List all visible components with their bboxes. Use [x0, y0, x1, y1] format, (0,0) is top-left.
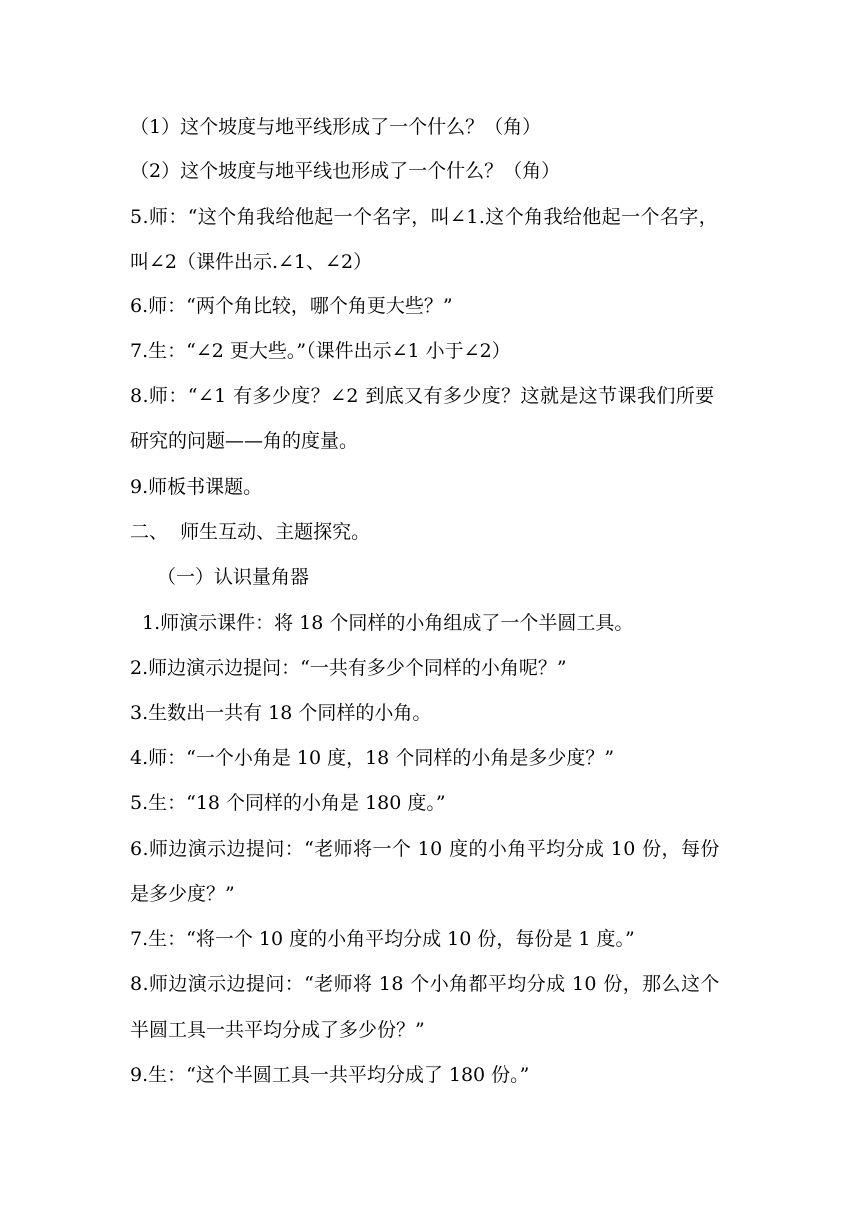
section-heading-2: 二、 师生互动、主题探究。 — [130, 521, 371, 543]
text-line-sub-item-7: 7.生：“将一个 10 度的小角平均分成 10 份，每份是 1 度。” — [130, 928, 635, 950]
text-line-item-7: 7.生：“∠2 更大些。”（课件出示∠1 小于∠2） — [130, 340, 511, 362]
text-line-sub-item-9: 9.生：“这个半圆工具一共平均分成了 180 份。” — [130, 1064, 530, 1086]
text-line-sub-item-8-cont: 半圆工具一共平均分成了多少份？” — [130, 1019, 425, 1041]
text-line-item-8-cont: 研究的问题——角的度量。 — [130, 430, 359, 452]
text-line-item-5: 5.师：“这个角我给他起一个名字，叫∠1.这个角我给他起一个名字， — [130, 206, 719, 228]
text-line-item-6: 6.师：“两个角比较，哪个角更大些？” — [130, 295, 453, 317]
text-line-sub-item-6: 6.师边演示边提问：“老师将一个 10 度的小角平均分成 10 份，每份 — [130, 838, 720, 860]
text-line-sub-item-3: 3.生数出一共有 18 个同样的小角。 — [130, 702, 432, 724]
text-line-sub-item-2: 2.师边演示边提问：“一共有多少个同样的小角呢？” — [130, 657, 567, 679]
subsection-heading-1: （一）认识量角器 — [157, 566, 310, 588]
text-line-sub-item-6-cont: 是多少度？” — [130, 883, 235, 905]
text-line-sub-item-8: 8.师边演示边提问：“老师将 18 个小角都平均分成 10 份，那么这个 — [130, 973, 720, 995]
text-line-item-8: 8.师：“∠1 有多少度？∠2 到底又有多少度？这就是这节课我们所要 — [130, 385, 715, 407]
text-line-sub-item-4: 4.师：“一个小角是 10 度，18 个同样的小角是多少度？” — [130, 747, 615, 769]
text-line-item-5-cont: 叫∠2（课件出示.∠1、∠2） — [130, 251, 373, 273]
text-line-sub-item-5: 5.生：“18 个同样的小角是 180 度。” — [130, 792, 446, 814]
text-line-item-9: 9.师板书课题。 — [130, 476, 263, 498]
text-line-sub-item-1: 1.师演示课件：将 18 个同样的小角组成了一个半圆工具。 — [142, 612, 634, 634]
text-line-question-1: （1）这个坡度与地平线形成了一个什么？（角） — [130, 116, 542, 138]
text-line-question-2: （2）这个坡度与地平线也形成了一个什么？（角） — [130, 160, 561, 182]
